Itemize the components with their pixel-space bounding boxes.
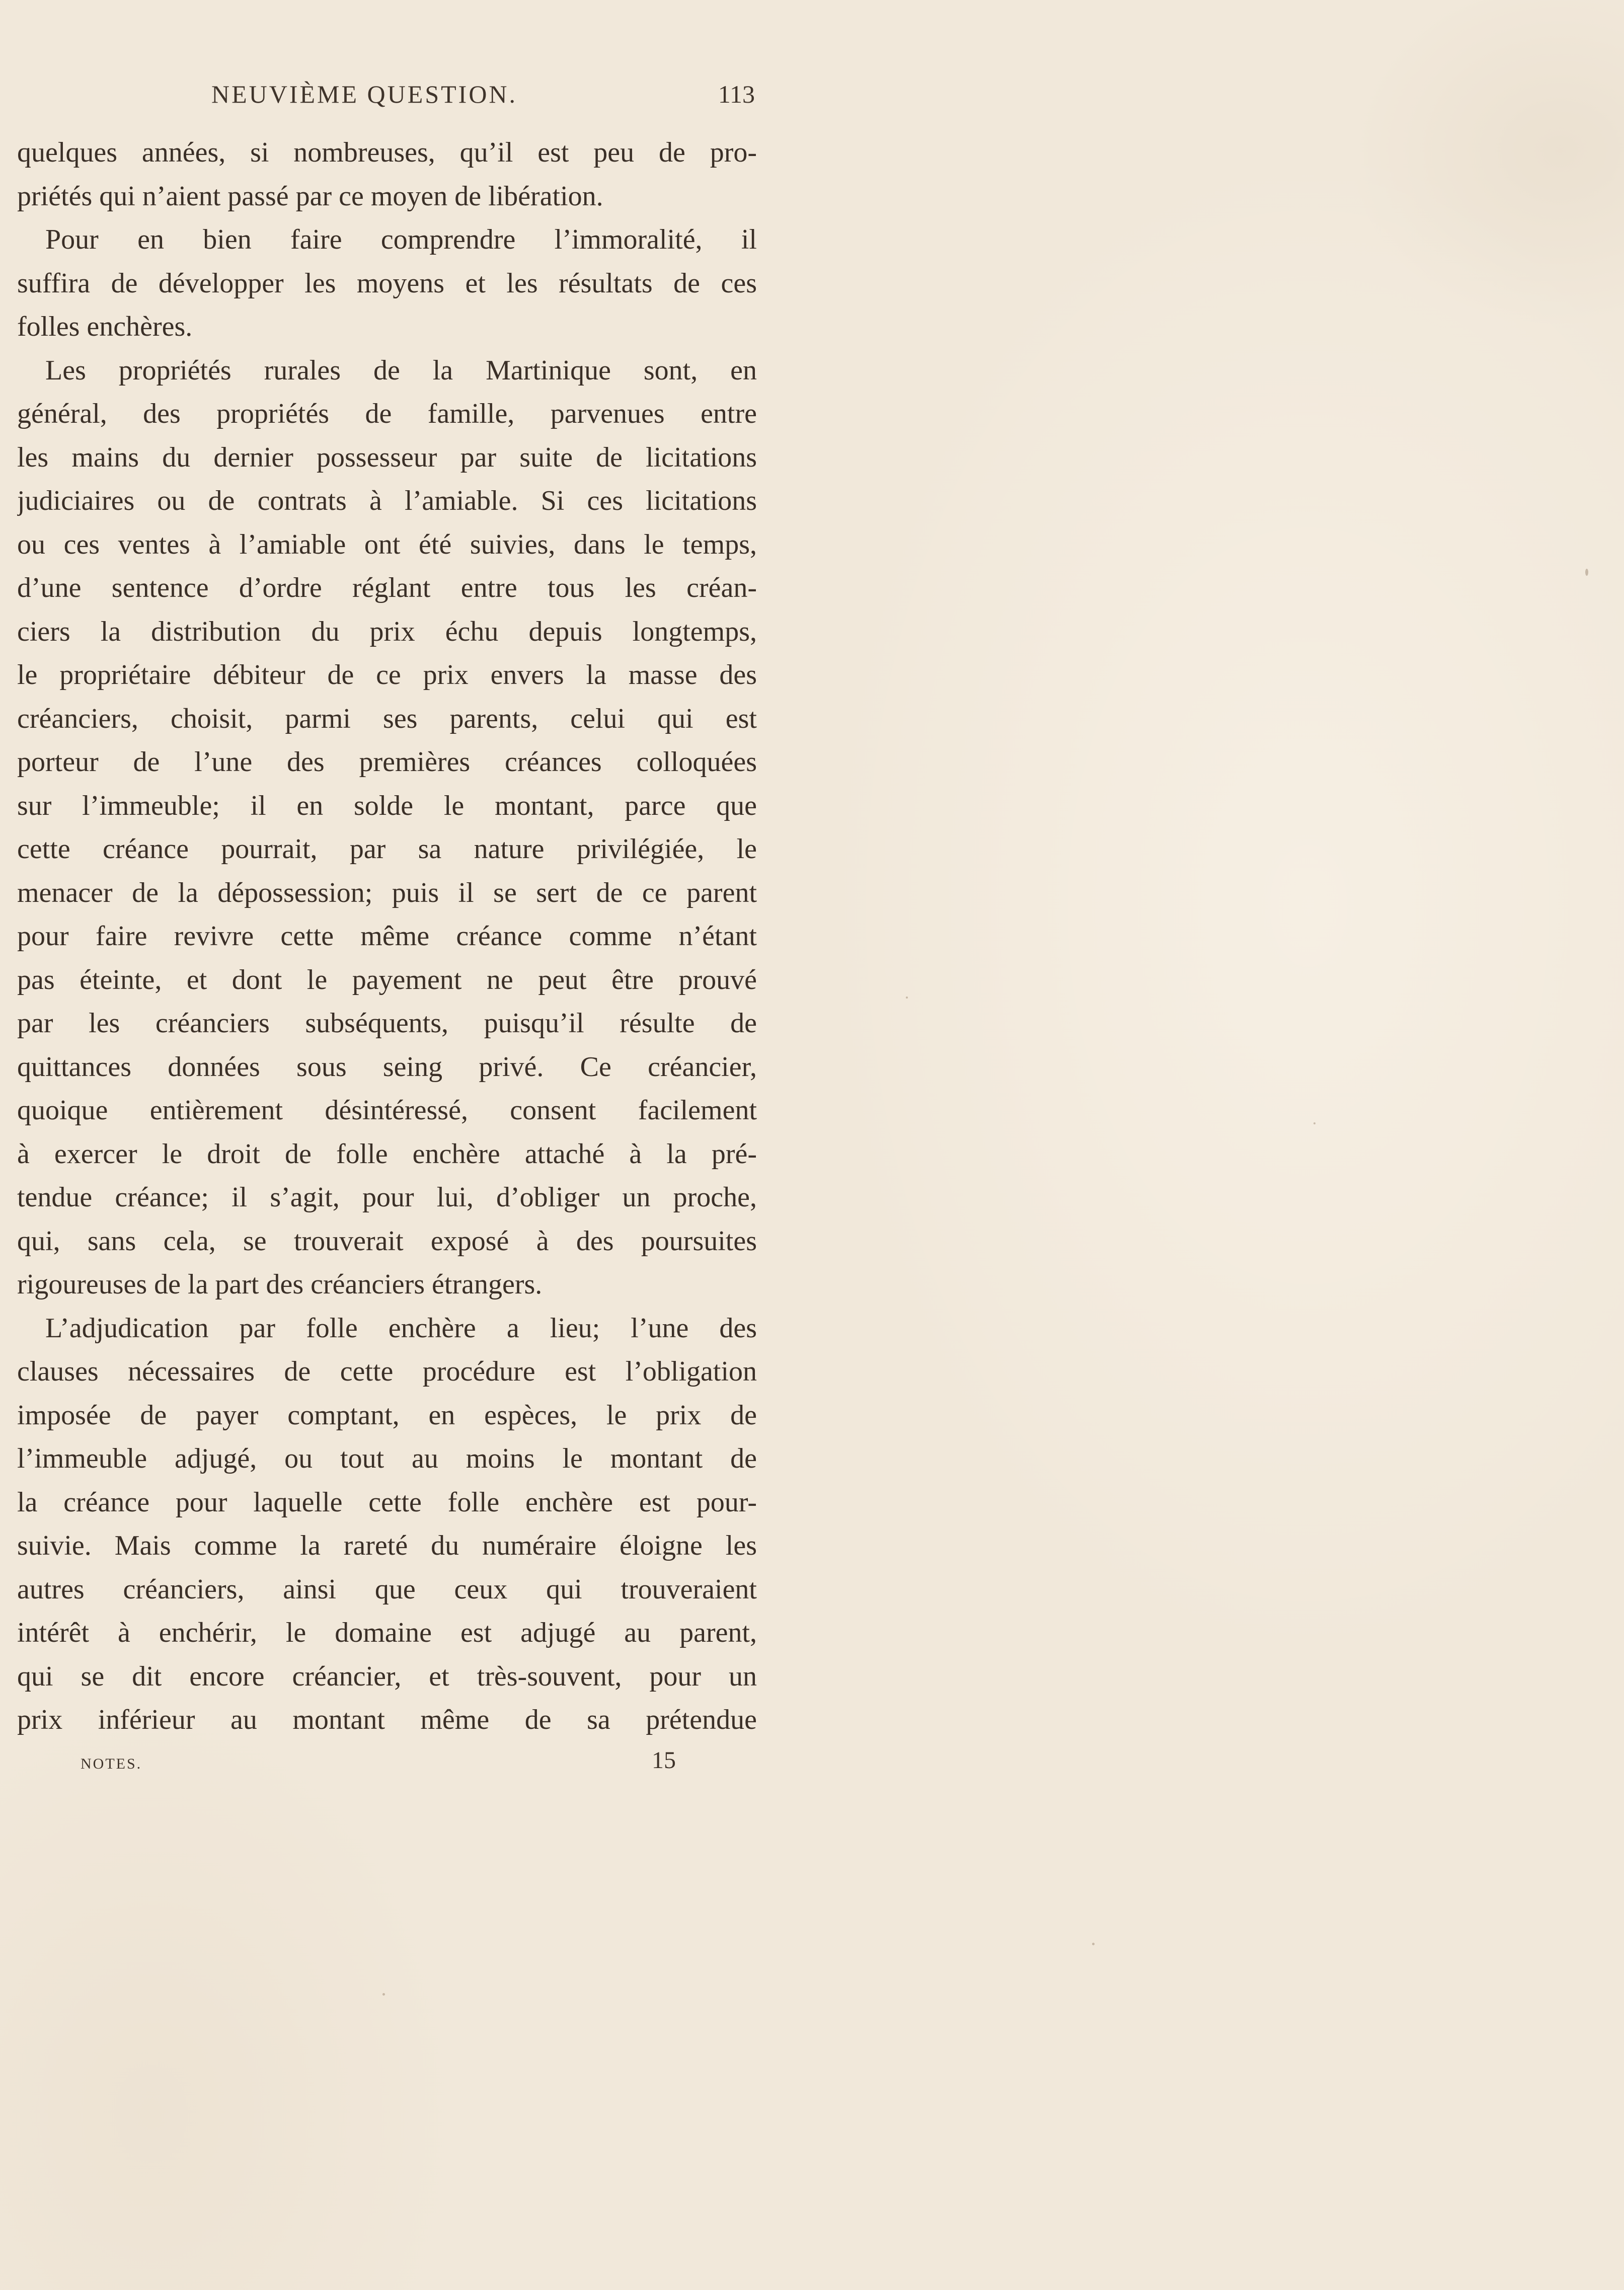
text-line: intérêt à enchérir, le domaine est adjugé au parent, [17, 1617, 757, 1648]
text-line: clauses nécessaires de cette procédure est l’obligation [17, 1356, 757, 1387]
text-line: les mains du dernier possesseur par suite de licitations [17, 441, 757, 473]
text-line: imposée de payer comptant, en espèces, le prix de [17, 1399, 757, 1431]
text-line: quittances données sous seing privé. Ce créancier, [17, 1051, 757, 1083]
running-head [211, 80, 755, 120]
text-line: général, des propriétés de famille, parvenues entre [17, 398, 757, 429]
text-line: Les propriétés rurales de la Martinique sont, en [45, 354, 757, 386]
paper-speck [1313, 1122, 1316, 1124]
text-line: suivie. Mais comme la rareté du numéraire éloigne les [17, 1530, 757, 1561]
text-line: ciers la distribution du prix échu depuis longtemps, [17, 616, 757, 647]
text-line: priétés qui n’aient passé par ce moyen de libération. [17, 180, 603, 212]
text-line: menacer de la dépossession; puis il se sert de ce parent [17, 877, 757, 908]
text-line: qui se dit encore créancier, et très-souvent, pour un [17, 1660, 757, 1692]
paper-speck [906, 997, 908, 999]
text-line: qui, sans cela, se trouverait exposé à des poursuites [17, 1225, 757, 1257]
paper-speck [1092, 1943, 1095, 1945]
text-line: le propriétaire débiteur de ce prix envers la masse des [17, 659, 757, 691]
text-line: cette créance pourrait, par sa nature privilégiée, le [17, 833, 757, 865]
body-text [17, 131, 757, 1742]
text-line: sur l’immeuble; il en solde le montant, parce que [17, 790, 757, 821]
running-title: NEUVIÈME QUESTION. [211, 80, 518, 108]
text-line: à exercer le droit de folle enchère attaché à la pré- [17, 1138, 757, 1170]
text-line: par les créanciers subséquents, puisqu’il résulte de [17, 1008, 757, 1039]
text-line: d’une sentence d’ordre réglant entre tous les créan- [17, 572, 757, 603]
text-line: suffira de développer les moyens et les résultats de ces [17, 267, 757, 299]
text-line: la créance pour laquelle cette folle enchère est pour- [17, 1486, 757, 1518]
text-line: prix inférieur au montant même de sa prétendue [17, 1704, 757, 1735]
text-line: pour faire revivre cette même créance comme n’étant [17, 921, 757, 952]
paper-speck [382, 1993, 385, 1996]
text-line: autres créanciers, ainsi que ceux qui trouveraient [17, 1573, 757, 1605]
page-number: 113 [718, 80, 755, 108]
text-line: porteur de l’une des premières créances colloquées [17, 746, 757, 778]
signature-mark: 15 [652, 1747, 676, 1774]
text-line: pas éteinte, et dont le payement ne peut être prouvé [17, 964, 757, 996]
text-line: quoique entièrement désintéressé, consent facilement [17, 1095, 757, 1126]
text-line: folles enchères. [17, 311, 193, 342]
text-line: l’immeuble adjugé, ou tout au moins le montant de [17, 1443, 757, 1474]
text-line: Pour en bien faire comprendre l’immoralité, il [45, 224, 757, 255]
text-line: ou ces ventes à l’amiable ont été suivies, dans le temps, [17, 528, 757, 560]
text-line: judiciaires ou de contrats à l’amiable. Si ces licitations [17, 485, 757, 516]
text-line: L’adjudication par folle enchère a lieu; l’une des [45, 1312, 757, 1344]
text-line: créanciers, choisit, parmi ses parents, celui qui est [17, 703, 757, 734]
text-line: rigoureuses de la part des créanciers étrangers. [17, 1269, 543, 1300]
text-line: quelques années, si nombreuses, qu’il est peu de pro- [17, 137, 757, 168]
page-footer [81, 1746, 684, 1782]
signature-label: NOTES. [81, 1755, 142, 1772]
text-line: tendue créance; il s’agit, pour lui, d’obliger un proche, [17, 1182, 757, 1213]
paper-speck [1585, 569, 1588, 576]
